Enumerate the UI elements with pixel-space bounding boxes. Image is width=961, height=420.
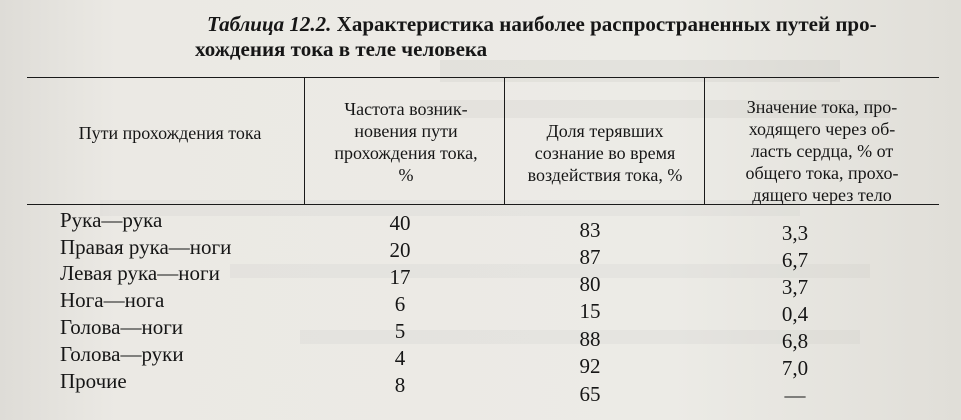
table-label: Таблица 12.2. <box>207 12 332 36</box>
header-heart-line: Значение тока, про- <box>746 97 898 117</box>
cell-heart-current: 7,0 <box>781 356 809 380</box>
header-separator <box>504 78 505 204</box>
cell-path: Левая рука—ноги <box>60 261 220 285</box>
header-consciousness-loss <box>506 120 704 186</box>
cell-heart-current: 3,3 <box>781 221 809 245</box>
header-heart-line: ласть сердца, % от <box>750 141 894 161</box>
header-heart-line: ходящего через об- <box>748 119 896 139</box>
cell-frequency: 20 <box>389 238 411 262</box>
cell-heart-current: 6,7 <box>781 248 809 272</box>
header-heart-line: общего тока, прохо- <box>745 163 899 183</box>
cell-frequency: 17 <box>389 265 411 289</box>
header-loss-line: Доля терявших <box>546 121 664 141</box>
header-frequency-line: % <box>398 165 414 185</box>
table-title-line1: Характеристика наиболее распространенных путей про- <box>336 12 877 36</box>
header-frequency-line: новения пути <box>354 121 458 141</box>
header-separator <box>704 78 705 204</box>
cell-consciousness-loss: 87 <box>579 245 601 269</box>
cell-consciousness-loss: 65 <box>579 382 601 406</box>
cell-heart-current: 0,4 <box>781 302 809 326</box>
cell-frequency: 8 <box>394 373 406 397</box>
cell-path: Прочие <box>60 369 127 393</box>
cell-frequency: 5 <box>394 319 406 343</box>
table-caption <box>195 12 947 62</box>
header-heart-line: дящего через тело <box>752 185 892 205</box>
header-frequency-line: прохождения тока, <box>334 143 478 163</box>
cell-consciousness-loss: 88 <box>579 327 601 351</box>
cell-path: Рука—рука <box>60 208 163 232</box>
bleed-through <box>440 60 840 82</box>
header-separator <box>304 78 305 204</box>
cell-heart-current: 3,7 <box>781 275 809 299</box>
bleed-through <box>100 200 800 216</box>
cell-frequency: 6 <box>394 292 406 316</box>
header-frequency-line: Частота возник- <box>344 99 468 119</box>
header-frequency <box>308 98 504 186</box>
cell-path: Нога—нога <box>60 288 165 312</box>
cell-path: Голова—ноги <box>60 315 184 339</box>
cell-heart-current: — <box>784 383 806 407</box>
cell-heart-current: 6,8 <box>781 329 809 353</box>
header-path <box>40 122 300 144</box>
cell-consciousness-loss: 80 <box>579 272 601 296</box>
cell-consciousness-loss: 83 <box>579 218 601 242</box>
header-heart-current <box>706 96 938 206</box>
header-loss-line: воздействия тока, % <box>527 165 683 185</box>
table-top-rule <box>27 77 939 78</box>
cell-frequency: 40 <box>389 211 411 235</box>
cell-path: Правая рука—ноги <box>60 235 232 259</box>
cell-consciousness-loss: 92 <box>579 354 601 378</box>
header-path-text: Пути прохождения тока <box>78 123 262 143</box>
cell-consciousness-loss: 15 <box>579 299 601 323</box>
cell-frequency: 4 <box>394 346 406 370</box>
table-title-line2: хождения тока в теле человека <box>195 37 488 61</box>
cell-path: Голова—руки <box>60 342 184 366</box>
header-loss-line: сознание во время <box>534 143 676 163</box>
